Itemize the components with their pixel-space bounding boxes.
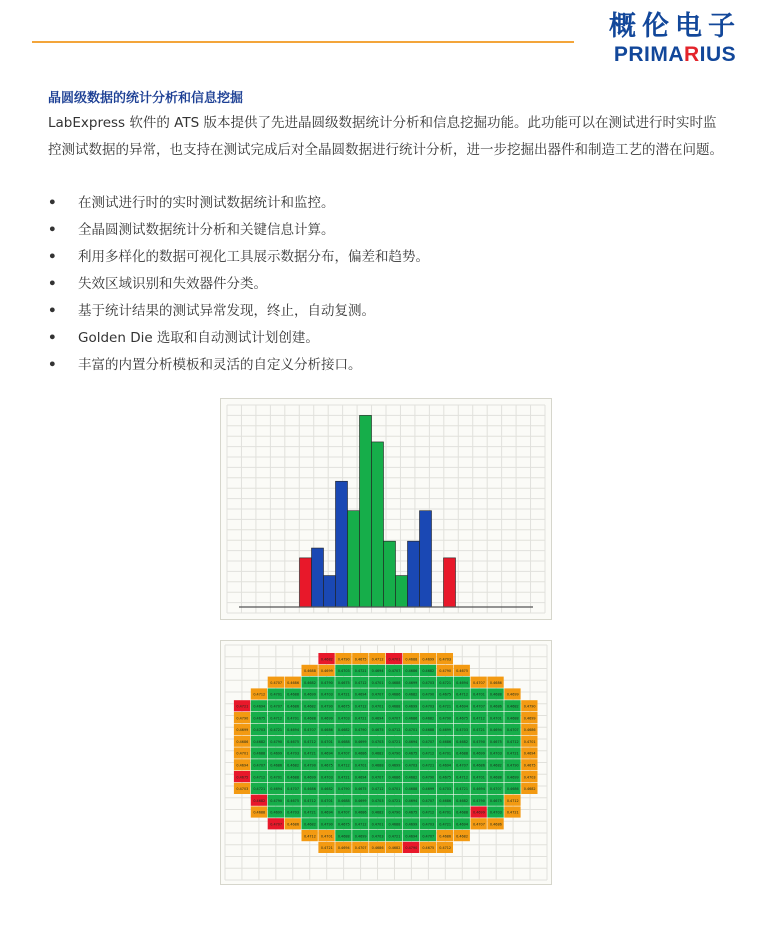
wafer-die-value: 0.4682: [337, 728, 350, 733]
wafer-die-value: 0.4686: [439, 798, 452, 803]
wafer-die-value: 0.4701: [270, 692, 283, 697]
wafer-die-value: 0.4694: [456, 680, 468, 685]
wafer-die-value: 0.4682: [405, 775, 418, 780]
wafer-die-value: 0.4675: [337, 680, 350, 685]
wafer-die-value: 0.4701: [270, 775, 283, 780]
wafer-die-value: 0.4686: [287, 822, 299, 827]
wafer-die-value: 0.4686: [304, 787, 316, 792]
wafer-die-value: 0.4703: [405, 763, 418, 768]
wafer-die-value: 0.4682: [253, 798, 266, 803]
histogram-bar: [396, 576, 408, 607]
feature-item: • 全晶圆测试数据统计分析和关键信息计算。: [48, 222, 335, 238]
wafer-die-value: 0.4721: [388, 834, 401, 839]
wafer-die-value: 0.4686: [354, 810, 367, 815]
wafer-die-value: 0.4686: [439, 834, 452, 839]
wafer-die-value: 0.4694: [405, 798, 418, 803]
wafer-die-value: 0.4682: [489, 763, 502, 768]
wafer-die-value: 0.4721: [456, 787, 468, 792]
feature-item: • 在测试进行时的实时测试数据统计和监控。: [48, 195, 335, 211]
wafer-die-value: 0.4686: [388, 692, 401, 697]
wafer-die-value: 0.4707: [422, 834, 435, 839]
wafer-die-value: 0.4703: [422, 822, 435, 827]
wafer-die-value: 0.4701: [473, 692, 485, 697]
wafer-die-value: 0.4699: [354, 739, 367, 744]
wafer-die-value: 0.4712: [439, 846, 452, 851]
wafer-die-value: 0.4707: [304, 728, 316, 733]
wafer-die-value: 0.4699: [320, 669, 333, 674]
wafer-die-value: 0.4686: [270, 763, 283, 768]
wafer-die-value: 0.4686: [489, 704, 502, 709]
wafer-die-value: 0.4707: [371, 692, 384, 697]
wafer-die-value: 0.4699: [506, 775, 519, 780]
wafer-die-value: 0.4688: [405, 657, 418, 662]
wafer-die-value: 0.4699: [304, 775, 316, 780]
wafer-die-value: 0.4682: [371, 751, 384, 756]
wafer-die-value: 0.4701: [320, 739, 333, 744]
wafer-die-value: 0.4675: [456, 669, 468, 674]
wafer-die-value: 0.4790: [473, 739, 485, 744]
wafer-die-value: 0.4703: [523, 775, 536, 780]
wafer-die-value: 0.4712: [371, 787, 384, 792]
wafer-die-value: 0.4694: [253, 704, 266, 709]
histogram-bar: [312, 548, 324, 607]
wafer-die-value: 0.4688: [456, 810, 468, 815]
wafer-die-value: 0.4694: [489, 728, 502, 733]
wafer-die-value: 0.4703: [337, 669, 350, 674]
wafer-die-value: 0.4694: [236, 763, 249, 768]
wafer-die-value: 0.4703: [320, 775, 333, 780]
wafer-die-value: 0.4688: [253, 751, 266, 756]
wafer-die-value: 0.4703: [371, 798, 384, 803]
wafer-die-value: 0.4675: [523, 763, 536, 768]
wafer-die-value: 0.4712: [506, 798, 519, 803]
wafer-die-value: 0.4707: [473, 822, 485, 827]
wafer-die-value: 0.4790: [320, 822, 333, 827]
wafer-die-value: 0.4688: [337, 798, 350, 803]
wafer-die-value: 0.4790: [270, 739, 283, 744]
wafer-die-value: 0.4699: [422, 787, 435, 792]
wafer-die-value: 0.4707: [253, 763, 266, 768]
wafer-die-value: 0.4694: [405, 739, 418, 744]
wafer-die-value: 0.4721: [388, 739, 401, 744]
wafer-die-value: 0.4686: [320, 728, 333, 733]
wafer-die-value: 0.4701: [320, 834, 333, 839]
wafer-die-value: 0.4675: [405, 810, 418, 815]
wafer-die-value: 0.4675: [489, 798, 502, 803]
feature-item: • 丰富的内置分析模板和灵活的自定义分析接口。: [48, 357, 362, 373]
wafer-die-value: 0.4707: [270, 680, 283, 685]
wafer-die-value: 0.4682: [287, 763, 299, 768]
wafer-die-value: 0.4694: [354, 692, 367, 697]
wafer-die-value: 0.4694: [439, 763, 452, 768]
wafer-die-value: 0.4701: [371, 704, 384, 709]
wafer-die-value: 0.4790: [422, 775, 435, 780]
wafer-die-value: 0.4707: [456, 763, 468, 768]
wafer-die-value: 0.4699: [354, 834, 367, 839]
wafer-die-value: 0.4694: [405, 834, 418, 839]
wafer-die-value: 0.4686: [405, 716, 418, 721]
wafer-die-value: 0.4699: [236, 728, 249, 733]
wafer-die-value: 0.4721: [439, 704, 452, 709]
wafer-die-value: 0.4790: [320, 680, 333, 685]
wafer-die-value: 0.4721: [304, 751, 316, 756]
wafer-die-value: 0.4703: [422, 680, 435, 685]
wafer-die-value: 0.4703: [320, 692, 333, 697]
wafer-die-value: 0.4675: [439, 692, 452, 697]
wafer-die-value: 0.4701: [473, 775, 485, 780]
wafer-die-value: 0.4675: [422, 846, 435, 851]
wafer-die-value: 0.4721: [388, 798, 401, 803]
wafer-die-value: 0.4686: [473, 763, 485, 768]
wafer-die-value: 0.4703: [439, 787, 452, 792]
wafer-die-value: 0.4712: [354, 822, 367, 827]
wafer-die-value: 0.4686: [405, 669, 418, 674]
wafer-die-value: 0.4675: [489, 739, 502, 744]
wafer-die-value: 0.4721: [337, 692, 350, 697]
wafer-die-value: 0.4688: [287, 692, 299, 697]
wafer-die-value: 0.4699: [354, 798, 367, 803]
wafer-die-value: 0.4707: [337, 810, 350, 815]
wafer-die-value: 0.4790: [473, 798, 485, 803]
wafer-die-value: 0.4790: [388, 810, 401, 815]
wafer-die-value: 0.4712: [253, 692, 266, 697]
wafer-die-value: 0.4694: [270, 787, 283, 792]
wafer-die-value: 0.4703: [287, 810, 299, 815]
wafer-die-value: 0.4686: [287, 680, 299, 685]
wafer-die-value: 0.4701: [405, 728, 418, 733]
wafer-die-value: 0.4701: [236, 751, 249, 756]
wafer-die-value: 0.4686: [388, 775, 401, 780]
wafer-die-value: 0.4675: [253, 716, 266, 721]
wafer-die-value: 0.4688: [304, 669, 316, 674]
wafer-die-value: 0.4699: [270, 810, 283, 815]
wafer-die-value: 0.4688: [506, 716, 519, 721]
wafer-die-value: 0.4707: [473, 704, 485, 709]
wafer-die-value: 0.4721: [354, 716, 367, 721]
wafer-die-value: 0.4707: [371, 775, 384, 780]
wafer-die-value: 0.4707: [489, 787, 502, 792]
wafer-die-value: 0.4688: [422, 728, 435, 733]
wafer-die-value: 0.4707: [287, 787, 299, 792]
wafer-die-value: 0.4712: [337, 763, 350, 768]
feature-list: [48, 190, 429, 379]
wafer-die-value: 0.4712: [422, 751, 435, 756]
wafer-die-value: 0.4694: [337, 846, 350, 851]
wafer-die-value: 0.4712: [304, 798, 316, 803]
wafer-die-value: 0.4701: [354, 763, 367, 768]
wafer-die-value: 0.4790: [506, 763, 519, 768]
wafer-die-value: 0.4682: [456, 739, 468, 744]
wafer-die-value: 0.4707: [422, 739, 435, 744]
wafer-die-value: 0.4721: [270, 728, 283, 733]
wafer-die-value: 0.4707: [388, 669, 401, 674]
wafer-map-chart: [221, 641, 551, 884]
wafer-die-value: 0.4701: [388, 787, 401, 792]
wafer-die-value: 0.4675: [337, 704, 350, 709]
wafer-die-value: 0.4721: [506, 810, 519, 815]
wafer-die-value: 0.4686: [371, 846, 384, 851]
wafer-die-value: 0.4686: [439, 739, 452, 744]
wafer-die-value: 0.4790: [337, 657, 350, 662]
histogram-figure: [220, 398, 552, 620]
wafer-die-value: 0.4701: [320, 798, 333, 803]
wafer-die-value: 0.4701: [388, 657, 401, 662]
wafer-die-value: 0.4694: [354, 775, 367, 780]
wafer-die-value: 0.4703: [287, 751, 299, 756]
histogram-bar: [408, 541, 420, 607]
wafer-die-value: 0.4688: [388, 680, 401, 685]
wafer-die-value: 0.4694: [320, 810, 333, 815]
wafer-die-value: 0.4721: [473, 728, 485, 733]
wafer-die-value: 0.4707: [337, 751, 350, 756]
histogram-bar: [324, 576, 336, 607]
wafer-die-value: 0.4790: [337, 787, 350, 792]
wafer-die-value: 0.4699: [270, 751, 283, 756]
histogram-bar: [372, 442, 384, 607]
logo-english-name: PRIMARIUS: [613, 43, 737, 66]
wafer-die-value: 0.4686: [506, 787, 519, 792]
wafer-die-value: 0.4688: [489, 692, 502, 697]
wafer-die-value: 0.4712: [388, 728, 401, 733]
wafer-die-value: 0.4694: [320, 751, 333, 756]
wafer-die-value: 0.4686: [489, 822, 502, 827]
wafer-die-value: 0.4675: [320, 763, 333, 768]
histogram-bar: [348, 511, 360, 607]
wafer-die-value: 0.4721: [422, 763, 435, 768]
logo-chinese-name: 概伦电子: [609, 11, 741, 42]
wafer-die-value: 0.4694: [473, 787, 485, 792]
wafer-die-value: 0.4699: [388, 763, 401, 768]
wafer-die-value: 0.4688: [287, 775, 299, 780]
wafer-die-value: 0.4703: [439, 657, 452, 662]
wafer-die-value: 0.4712: [354, 680, 367, 685]
wafer-die-value: 0.4686: [236, 739, 249, 744]
wafer-die-value: 0.4699: [320, 716, 333, 721]
wafer-die-value: 0.4688: [304, 716, 316, 721]
wafer-die-value: 0.4682: [304, 680, 316, 685]
wafer-die-value: 0.4790: [270, 798, 283, 803]
wafer-die-value: 0.4675: [287, 798, 299, 803]
histogram-bar: [384, 541, 396, 607]
wafer-die-value: 0.4688: [371, 763, 384, 768]
wafer-die-value: 0.4712: [473, 716, 485, 721]
wafer-die-value: 0.4703: [236, 787, 249, 792]
wafer-die-value: 0.4790: [236, 716, 249, 721]
feature-item: • Golden Die 选取和自动测试计划创建。: [48, 330, 319, 346]
wafer-die-value: 0.4707: [388, 716, 401, 721]
wafer-die-value: 0.4686: [354, 751, 367, 756]
wafer-die-value: 0.4699: [523, 716, 536, 721]
wafer-die-value: 0.4688: [456, 751, 468, 756]
wafer-die-value: 0.4707: [473, 680, 485, 685]
wafer-die-value: 0.4682: [523, 787, 536, 792]
wafer-die-value: 0.4682: [371, 810, 384, 815]
wafer-die-value: 0.4686: [523, 728, 536, 733]
histogram-bar: [420, 511, 432, 607]
header-divider: [32, 41, 574, 43]
wafer-die-value: 0.4699: [405, 822, 418, 827]
wafer-die-value: 0.4694: [456, 822, 468, 827]
wafer-die-value: 0.4703: [253, 728, 266, 733]
company-logo: [600, 10, 750, 66]
wafer-die-value: 0.4703: [489, 810, 502, 815]
wafer-die-value: 0.4694: [287, 728, 299, 733]
wafer-map-figure: [220, 640, 552, 885]
wafer-die-value: 0.4675: [405, 751, 418, 756]
wafer-die-value: 0.4712: [371, 657, 384, 662]
wafer-die-value: 0.4701: [439, 751, 452, 756]
feature-item: • 基于统计结果的测试异常发现，终止，自动复测。: [48, 303, 375, 319]
wafer-die-value: 0.4688: [337, 834, 350, 839]
wafer-die-value: 0.4712: [456, 775, 468, 780]
wafer-die-value: 0.4688: [388, 822, 401, 827]
wafer-die-value: 0.4712: [304, 739, 316, 744]
wafer-die-value: 0.4712: [253, 775, 266, 780]
wafer-die-value: 0.4699: [439, 728, 452, 733]
wafer-die-value: 0.4682: [320, 657, 333, 662]
wafer-die-value: 0.4701: [439, 810, 452, 815]
wafer-die-value: 0.4675: [337, 822, 350, 827]
wafer-die-value: 0.4675: [456, 716, 468, 721]
histogram-bar: [360, 415, 372, 607]
wafer-die-value: 0.4703: [422, 704, 435, 709]
wafer-die-value: 0.4682: [506, 704, 519, 709]
wafer-die-value: 0.4790: [304, 763, 316, 768]
wafer-die-value: 0.4699: [405, 704, 418, 709]
wafer-die-value: 0.4712: [304, 834, 316, 839]
wafer-die-value: 0.4701: [523, 739, 536, 744]
wafer-die-value: 0.4790: [439, 669, 452, 674]
intro-paragraph: LabExpress 软件的 ATS 版本提供了先进晶圆级数据统计分析和信息挖掘功能。此功能可以在测试进行时实时监控测试数据的异常，也支持在测试完成后对全晶圆数据进行统计分析，进一步挖掘出器件和制造工艺的潜在问题。: [48, 115, 723, 158]
histogram-bar: [444, 558, 456, 607]
wafer-die-value: 0.4675: [236, 775, 249, 780]
wafer-die-value: 0.4682: [320, 787, 333, 792]
wafer-die-value: 0.4675: [439, 775, 452, 780]
wafer-die-value: 0.4699: [304, 692, 316, 697]
wafer-die-value: 0.4712: [456, 692, 468, 697]
wafer-die-value: 0.4707: [422, 798, 435, 803]
wafer-die-value: 0.4790: [422, 692, 435, 697]
wafer-die-value: 0.4694: [371, 716, 384, 721]
wafer-die-value: 0.4699: [473, 810, 485, 815]
wafer-die-value: 0.4703: [371, 834, 384, 839]
wafer-die-value: 0.4701: [287, 716, 299, 721]
wafer-die-value: 0.4721: [354, 669, 367, 674]
wafer-die-value: 0.4703: [337, 716, 350, 721]
histogram-bar: [300, 558, 312, 607]
wafer-die-value: 0.4675: [354, 787, 367, 792]
wafer-die-value: 0.4701: [371, 822, 384, 827]
wafer-die-value: 0.4688: [253, 810, 266, 815]
wafer-die-value: 0.4699: [506, 692, 519, 697]
wafer-die-value: 0.4699: [422, 657, 435, 662]
wafer-die-value: 0.4699: [473, 751, 485, 756]
wafer-die-value: 0.4721: [304, 810, 316, 815]
wafer-die-value: 0.4682: [388, 846, 401, 851]
wafer-die-value: 0.4682: [304, 704, 316, 709]
wafer-die-value: 0.4699: [405, 680, 418, 685]
wafer-die-value: 0.4701: [371, 680, 384, 685]
wafer-die-value: 0.4686: [287, 704, 299, 709]
wafer-die-value: 0.4675: [354, 657, 367, 662]
wafer-die-value: 0.4721: [506, 751, 519, 756]
feature-item: • 失效区域识别和失效器件分类。: [48, 276, 267, 292]
wafer-die-value: 0.4688: [489, 775, 502, 780]
wafer-die-value: 0.4790: [405, 846, 418, 851]
wafer-die-value: 0.4712: [422, 810, 435, 815]
feature-item: • 利用多样化的数据可视化工具展示数据分布，偏差和趋势。: [48, 249, 429, 265]
wafer-die-value: 0.4682: [456, 834, 468, 839]
wafer-die-value: 0.4675: [371, 728, 384, 733]
wafer-die-value: 0.4707: [506, 728, 519, 733]
wafer-die-value: 0.4703: [371, 739, 384, 744]
wafer-die-value: 0.4707: [270, 822, 283, 827]
wafer-die-value: 0.4712: [270, 716, 283, 721]
wafer-die-value: 0.4682: [456, 798, 468, 803]
section-title: 晶圆级数据的统计分析和信息挖掘: [48, 91, 244, 106]
wafer-die-value: 0.4721: [337, 775, 350, 780]
wafer-die-value: 0.4790: [388, 751, 401, 756]
wafer-die-value: 0.4790: [439, 716, 452, 721]
wafer-die-value: 0.4688: [337, 739, 350, 744]
wafer-die-value: 0.4682: [422, 716, 435, 721]
wafer-die-value: 0.4790: [320, 704, 333, 709]
wafer-die-value: 0.4721: [253, 787, 266, 792]
wafer-die-value: 0.4707: [354, 846, 367, 851]
wafer-die-value: 0.4694: [456, 704, 468, 709]
wafer-die-value: 0.4721: [439, 822, 452, 827]
wafer-die-value: 0.4703: [456, 728, 468, 733]
wafer-die-value: 0.4701: [489, 716, 502, 721]
wafer-die-value: 0.4682: [253, 739, 266, 744]
wafer-die-value: 0.4675: [287, 739, 299, 744]
wafer-die-value: 0.4707: [270, 704, 283, 709]
wafer-die-value: 0.4721: [320, 846, 333, 851]
wafer-die-value: 0.4712: [506, 739, 519, 744]
wafer-die-value: 0.4694: [523, 751, 536, 756]
wafer-die-value: 0.4703: [489, 751, 502, 756]
histogram-bar: [336, 481, 348, 607]
wafer-die-value: 0.4688: [388, 704, 401, 709]
wafer-die-value: 0.4688: [405, 787, 418, 792]
wafer-die-value: 0.4712: [354, 704, 367, 709]
wafer-die-value: 0.4790: [523, 704, 536, 709]
wafer-die-value: 0.4721: [439, 680, 452, 685]
wafer-die-value: 0.4682: [405, 692, 418, 697]
wafer-die-value: 0.4686: [489, 680, 502, 685]
wafer-die-value: 0.4721: [236, 704, 249, 709]
histogram-chart: [221, 399, 551, 619]
wafer-die-value: 0.4682: [304, 822, 316, 827]
wafer-die-value: 0.4790: [354, 728, 367, 733]
wafer-die-value: 0.4694: [371, 669, 384, 674]
wafer-die-value: 0.4682: [422, 669, 435, 674]
